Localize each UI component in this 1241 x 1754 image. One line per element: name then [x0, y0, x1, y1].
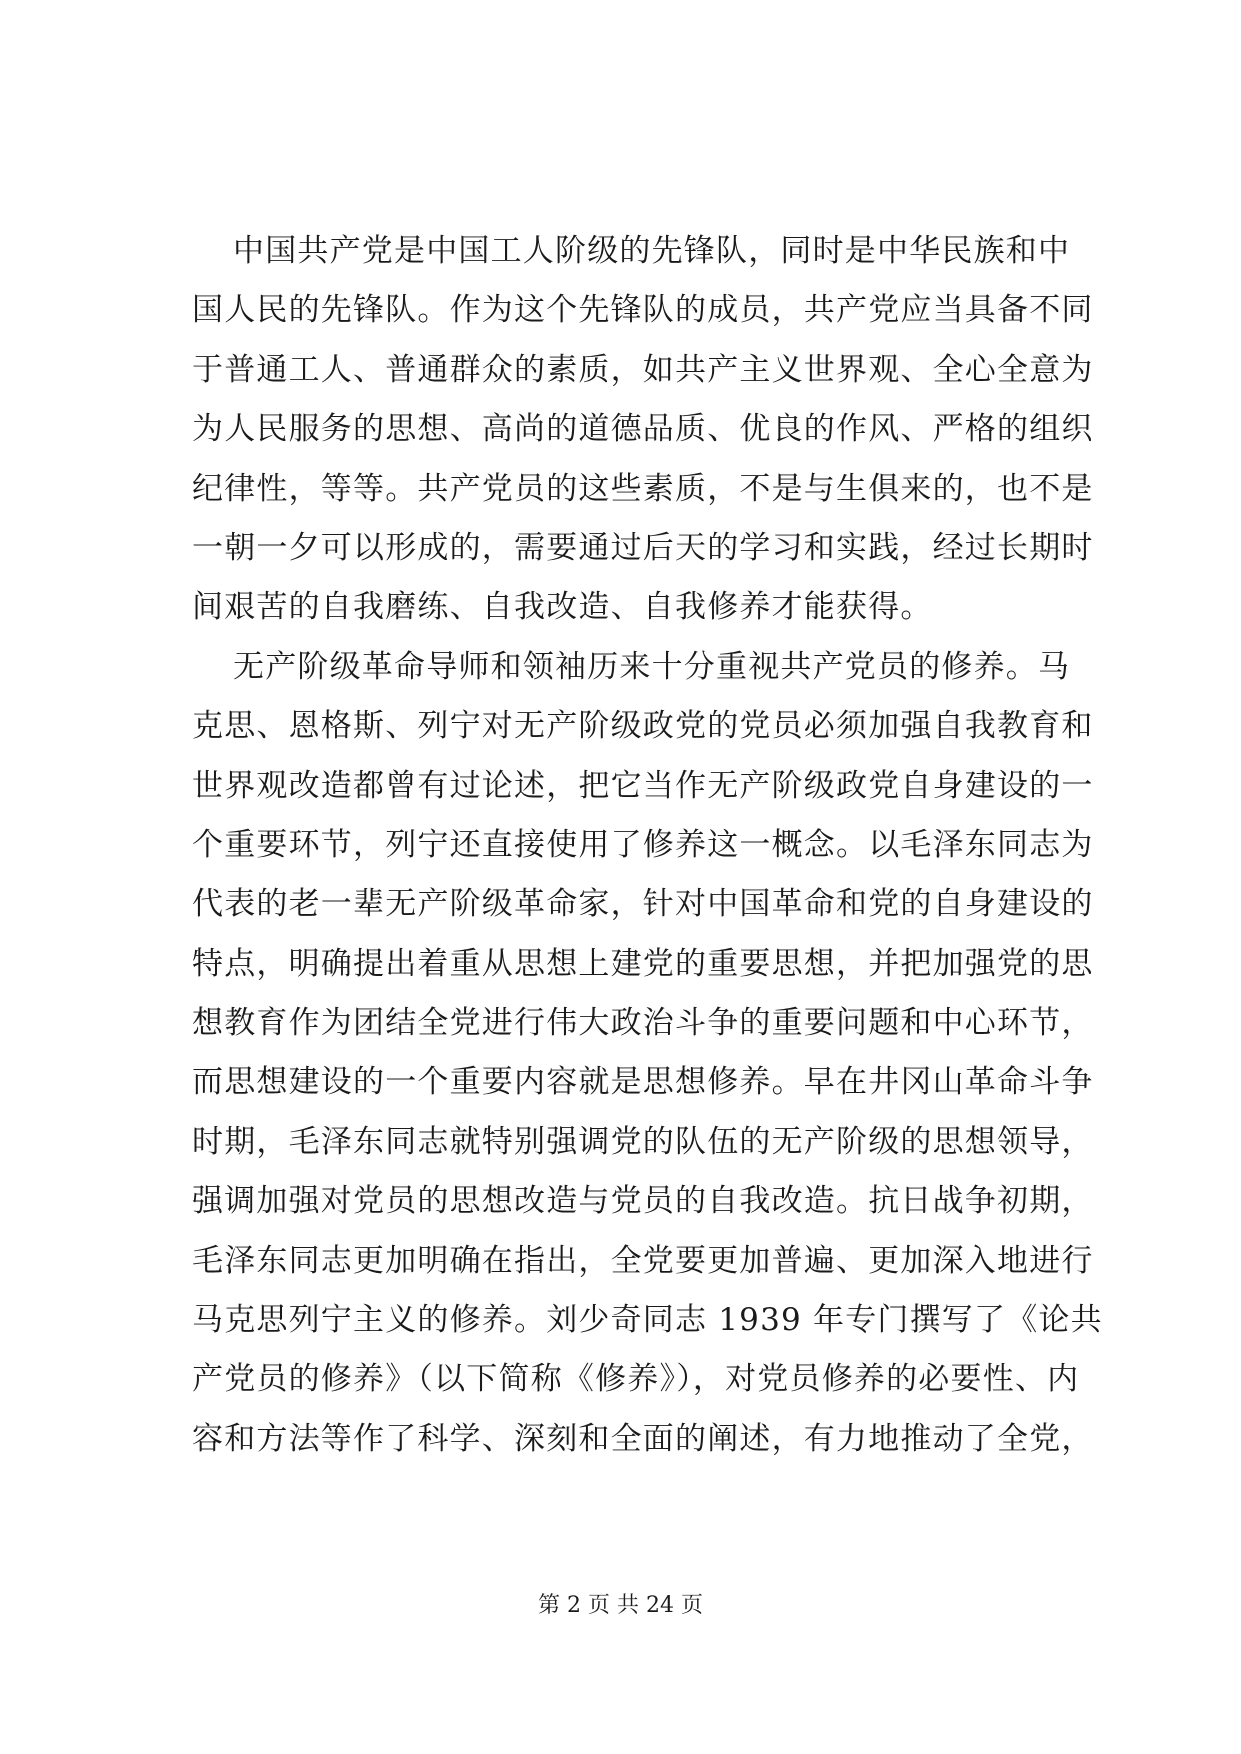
paragraph-2-line-10: 强调加强对党员的思想改造与党员的自我改造。抗日战争初期，: [192, 1183, 1094, 1220]
page-footer: 第 2 页 共 24 页: [538, 1593, 703, 1618]
paragraph-1-line-7: 间艰苦的自我磨练、自我改造、自我修养才能获得。: [192, 589, 933, 626]
paragraph-1-line-1: 中国共产党是中国工人阶级的先锋队，同时是中华民族和中: [233, 233, 1071, 269]
body-text: [192, 222, 1103, 1469]
paragraph-2-line-9: 时期，毛泽东同志就特别强调党的队伍的无产阶级的思想领导，: [192, 1123, 1094, 1160]
paragraph-2-line-8: 而思想建设的一个重要内容就是思想修养。早在井冈山革命斗争: [192, 1064, 1094, 1101]
paragraph-2-line-5: 代表的老一辈无产阶级革命家，针对中国革命和党的自身建设的: [192, 886, 1094, 923]
paragraph-2-line-13: 产党员的修养》（以下简称《修养》），对党员修养的必要性、内: [192, 1361, 1080, 1398]
paragraph-2-line-4: 个重要环节，列宁还直接使用了修养这一概念。以毛泽东同志为: [192, 826, 1094, 863]
paragraph-1-line-4: 为人民服务的思想、高尚的道德品质、优良的作风、严格的组织: [192, 411, 1094, 448]
paragraph-1-line-2: 国人民的先锋队。作为这个先锋队的成员，共产党应当具备不同: [192, 292, 1094, 329]
paragraph-2-line-11: 毛泽东同志更加明确在指出，全党要更加普遍、更加深入地进行: [192, 1242, 1094, 1279]
paragraph-2-line-6: 特点，明确提出着重从思想上建党的重要思想，并把加强党的思: [192, 945, 1094, 982]
paragraph-2-line-14: 容和方法等作了科学、深刻和全面的阐述，有力地推动了全党，: [192, 1420, 1094, 1457]
paragraph-2-line-12: 马克思列宁主义的修养。刘少奇同志 1939 年专门撰写了《论共: [192, 1302, 1103, 1339]
paragraph-2-line-3: 世界观改造都曾有过论述，把它当作无产阶级政党自身建设的一: [192, 767, 1094, 804]
paragraph-2-line-1: 无产阶级革命导师和领袖历来十分重视共产党员的修养。马: [233, 648, 1071, 685]
paragraph-1-line-6: 一朝一夕可以形成的，需要通过后天的学习和实践，经过长期时: [192, 529, 1094, 566]
paragraph-2-line-2: 克思、恩格斯、列宁对无产阶级政党的党员必须加强自我教育和: [192, 708, 1094, 745]
paragraph-1-line-5: 纪律性，等等。共产党员的这些素质，不是与生俱来的，也不是: [192, 470, 1094, 507]
paragraph-1-line-3: 于普通工人、普通群众的素质，如共产主义世界观、全心全意为: [192, 351, 1094, 388]
paragraph-2-line-7: 想教育作为团结全党进行伟大政治斗争的重要问题和中心环节，: [192, 1005, 1094, 1042]
